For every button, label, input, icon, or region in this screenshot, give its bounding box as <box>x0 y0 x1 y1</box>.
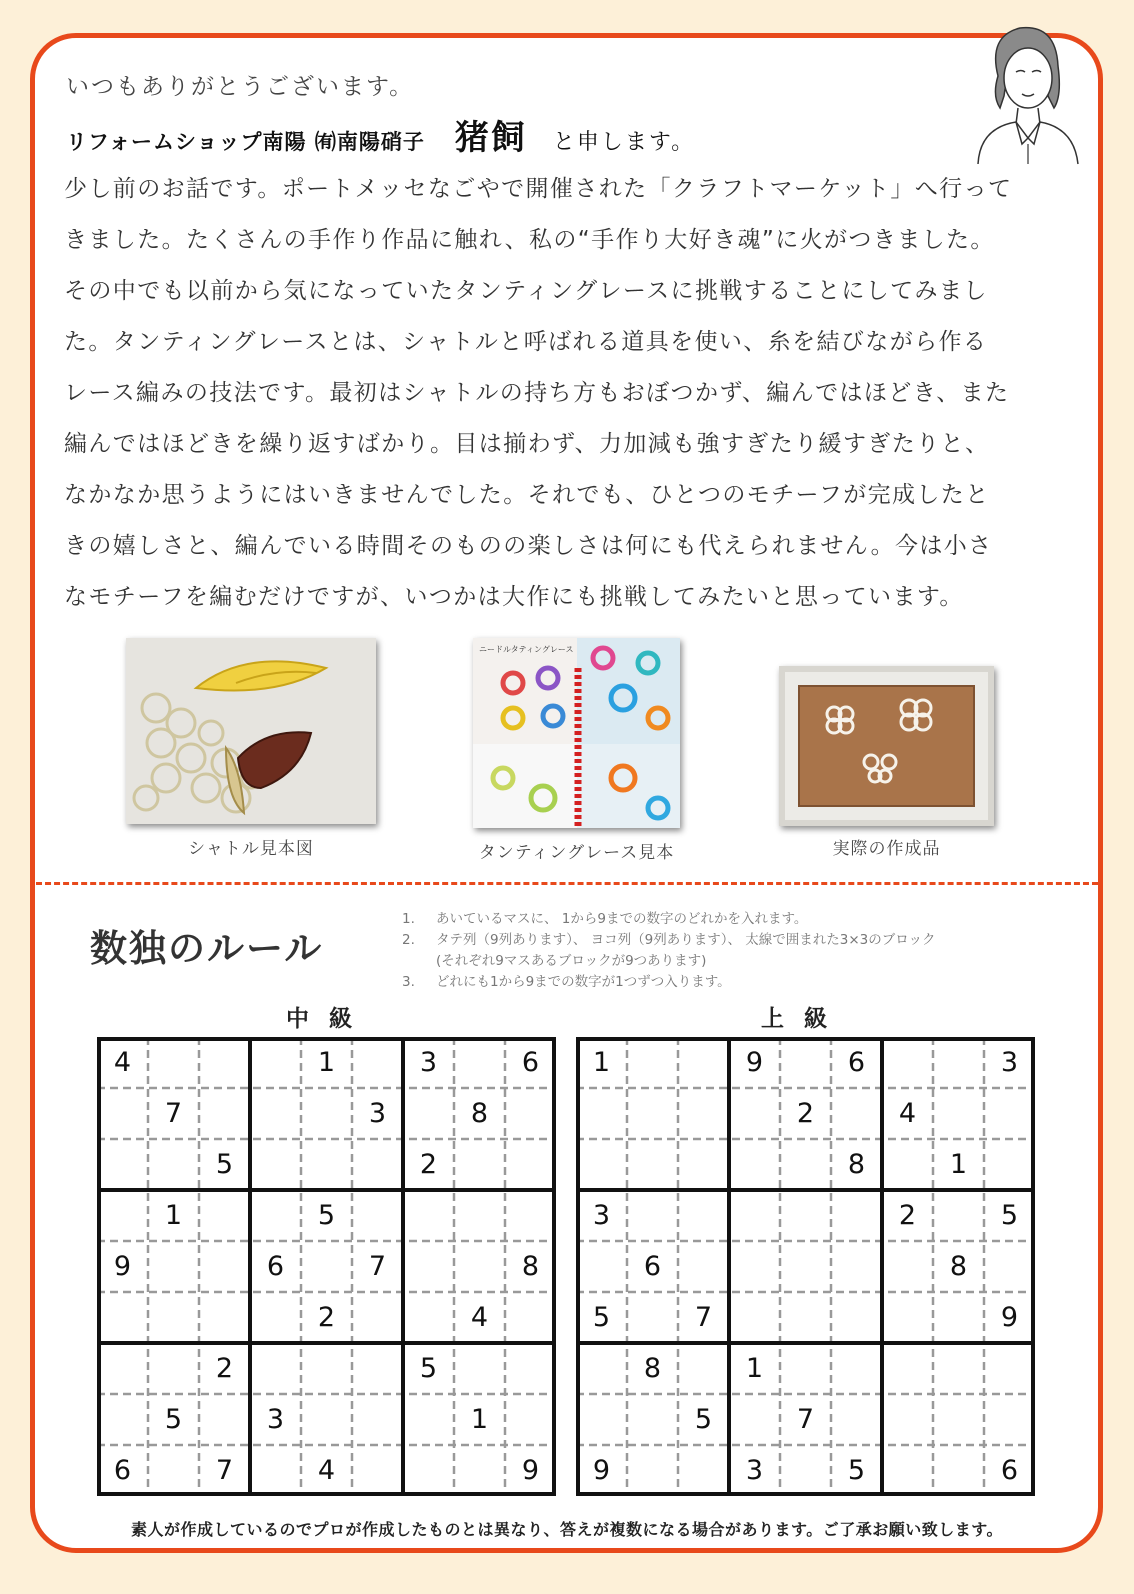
sudoku-empty-cell[interactable] <box>933 1037 984 1088</box>
sudoku-empty-cell[interactable] <box>97 1343 148 1394</box>
sudoku-empty-cell[interactable] <box>882 1343 933 1394</box>
sudoku-empty-cell[interactable] <box>627 1394 678 1445</box>
sudoku-empty-cell[interactable] <box>984 1241 1035 1292</box>
author-portrait-illustration <box>958 16 1094 166</box>
body-line: た。タンティングレースとは、シャトルと呼ばれる道具を使い、糸を結びながら作る <box>64 329 988 355</box>
sudoku-given-cell: 5 <box>1000 1200 1019 1231</box>
sudoku-empty-cell[interactable] <box>933 1292 984 1343</box>
sudoku-empty-cell[interactable] <box>984 1139 1035 1190</box>
sudoku-given-cell: 6 <box>1000 1455 1019 1486</box>
sudoku-empty-cell[interactable] <box>627 1088 678 1139</box>
sudoku-empty-cell[interactable] <box>250 1037 301 1088</box>
body-line: その中でも以前から気になっていたタンティングレースに挑戦することにしてみまし <box>64 278 988 304</box>
sudoku-empty-cell[interactable] <box>148 1037 199 1088</box>
sudoku-empty-cell[interactable] <box>729 1394 780 1445</box>
sudoku-empty-cell[interactable] <box>831 1190 882 1241</box>
sudoku-empty-cell[interactable] <box>505 1088 556 1139</box>
sudoku-empty-cell[interactable] <box>780 1139 831 1190</box>
rule-item: 2. タテ列（9列あります）、 ヨコ列（9列あります）、 太線で囲まれた3×3のブロック <box>402 932 936 948</box>
sudoku-empty-cell[interactable] <box>882 1445 933 1496</box>
sudoku-given-cell: 5 <box>847 1455 866 1486</box>
sudoku-given-cell: 1 <box>592 1047 611 1078</box>
sudoku-grid-medium <box>97 1037 556 1496</box>
greeting: いつもありがとうございます。 <box>66 74 415 100</box>
sudoku-empty-cell[interactable] <box>576 1343 627 1394</box>
sudoku-empty-cell[interactable] <box>729 1190 780 1241</box>
sudoku-empty-cell[interactable] <box>729 1241 780 1292</box>
sudoku-empty-cell[interactable] <box>984 1343 1035 1394</box>
sudoku-empty-cell[interactable] <box>729 1292 780 1343</box>
sudoku-empty-cell[interactable] <box>97 1292 148 1343</box>
sudoku-empty-cell[interactable] <box>933 1394 984 1445</box>
sudoku-empty-cell[interactable] <box>148 1139 199 1190</box>
sudoku-empty-cell[interactable] <box>250 1292 301 1343</box>
sudoku-given-cell: 9 <box>745 1047 764 1078</box>
sudoku-empty-cell[interactable] <box>301 1088 352 1139</box>
sudoku-empty-cell[interactable] <box>933 1088 984 1139</box>
sudoku-given-cell: 9 <box>592 1455 611 1486</box>
body-line: 編んではほどきを繰り返すばかり。目は揃わず、力加減も強すぎたり緩すぎたりと、 <box>64 431 990 457</box>
sudoku-given-cell: 3 <box>266 1404 285 1435</box>
sudoku-empty-cell[interactable] <box>831 1292 882 1343</box>
rules-title: 数独のルール <box>90 927 324 970</box>
sudoku-empty-cell[interactable] <box>831 1394 882 1445</box>
sudoku-empty-cell[interactable] <box>403 1394 454 1445</box>
sudoku-empty-cell[interactable] <box>301 1343 352 1394</box>
sudoku-given-cell: 7 <box>796 1404 815 1435</box>
sudoku-empty-cell[interactable] <box>831 1088 882 1139</box>
sudoku-empty-cell[interactable] <box>627 1139 678 1190</box>
sudoku-given-cell: 1 <box>164 1200 183 1231</box>
sudoku-given-cell: 5 <box>215 1149 234 1180</box>
body-line: きました。たくさんの手作り作品に触れ、私の“手作り大好き魂”に火がつきました。 <box>64 227 995 253</box>
sudoku-empty-cell[interactable] <box>454 1241 505 1292</box>
sudoku-empty-cell[interactable] <box>576 1394 627 1445</box>
sudoku-empty-cell[interactable] <box>301 1394 352 1445</box>
sudoku-empty-cell[interactable] <box>627 1292 678 1343</box>
sudoku-given-cell: 6 <box>847 1047 866 1078</box>
sudoku-empty-cell[interactable] <box>250 1190 301 1241</box>
body-line: レース編みの技法です。最初はシャトルの持ち方もおぼつかず、編んではほどき、また <box>64 380 1010 406</box>
sudoku-given-cell: 5 <box>317 1200 336 1231</box>
lace-sample-inner-label: ニードルタティングレース <box>479 645 574 654</box>
sudoku-empty-cell[interactable] <box>780 1343 831 1394</box>
sudoku-empty-cell[interactable] <box>678 1088 729 1139</box>
sudoku-given-cell: 4 <box>113 1047 132 1078</box>
sudoku-empty-cell[interactable] <box>505 1292 556 1343</box>
sudoku-empty-cell[interactable] <box>505 1190 556 1241</box>
sudoku-given-cell: 2 <box>215 1353 234 1384</box>
sudoku-given-cell: 4 <box>470 1302 489 1333</box>
sudoku-empty-cell[interactable] <box>403 1292 454 1343</box>
sudoku-empty-cell[interactable] <box>454 1037 505 1088</box>
sudoku-empty-cell[interactable] <box>250 1139 301 1190</box>
sudoku-given-cell: 2 <box>317 1302 336 1333</box>
author-name: 猪飼 <box>454 118 527 158</box>
sudoku-empty-cell[interactable] <box>352 1445 403 1496</box>
sudoku-empty-cell[interactable] <box>576 1241 627 1292</box>
sudoku-empty-cell[interactable] <box>678 1241 729 1292</box>
sudoku-empty-cell[interactable] <box>627 1190 678 1241</box>
shuttle-caption: シャトル見本図 <box>188 839 314 859</box>
sudoku-given-cell: 3 <box>1000 1047 1019 1078</box>
sudoku-empty-cell[interactable] <box>933 1343 984 1394</box>
sudoku-empty-cell[interactable] <box>97 1088 148 1139</box>
sudoku-empty-cell[interactable] <box>780 1037 831 1088</box>
lace-sample-photo <box>473 638 680 828</box>
sudoku-empty-cell[interactable] <box>678 1445 729 1496</box>
sudoku-empty-cell[interactable] <box>97 1190 148 1241</box>
sudoku-given-cell: 7 <box>368 1251 387 1282</box>
body-line: きの嬉しさと、編んでいる時間そのものの楽しさは何にも代えられません。今は小さ <box>64 533 993 559</box>
sudoku-empty-cell[interactable] <box>505 1139 556 1190</box>
sudoku-empty-cell[interactable] <box>199 1037 250 1088</box>
sudoku-empty-cell[interactable] <box>933 1445 984 1496</box>
hard-level-label: 上級 <box>761 1006 847 1032</box>
sudoku-given-cell: 8 <box>847 1149 866 1180</box>
sudoku-empty-cell[interactable] <box>576 1139 627 1190</box>
sudoku-empty-cell[interactable] <box>148 1445 199 1496</box>
sudoku-given-cell: 5 <box>164 1404 183 1435</box>
sudoku-empty-cell[interactable] <box>678 1139 729 1190</box>
sudoku-empty-cell[interactable] <box>678 1037 729 1088</box>
sudoku-given-cell: 7 <box>694 1302 713 1333</box>
sudoku-empty-cell[interactable] <box>454 1343 505 1394</box>
sudoku-empty-cell[interactable] <box>882 1037 933 1088</box>
rule-item: 1. あいているマスに、 1から9までの数字のどれかを入れます。 <box>402 911 808 927</box>
sudoku-given-cell: 8 <box>470 1098 489 1129</box>
sudoku-empty-cell[interactable] <box>403 1445 454 1496</box>
sudoku-empty-cell[interactable] <box>250 1088 301 1139</box>
section-divider <box>36 882 1098 885</box>
sudoku-given-cell: 5 <box>592 1302 611 1333</box>
sudoku-given-cell: 4 <box>898 1098 917 1129</box>
sudoku-empty-cell[interactable] <box>678 1343 729 1394</box>
sudoku-given-cell: 4 <box>317 1455 336 1486</box>
sudoku-given-cell: 3 <box>419 1047 438 1078</box>
sudoku-given-cell: 7 <box>164 1098 183 1129</box>
finished-work-photo <box>779 666 994 826</box>
sudoku-empty-cell[interactable] <box>780 1241 831 1292</box>
sudoku-empty-cell[interactable] <box>148 1241 199 1292</box>
sudoku-given-cell: 8 <box>949 1251 968 1282</box>
author-intro <box>66 110 695 159</box>
sudoku-empty-cell[interactable] <box>729 1088 780 1139</box>
sudoku-empty-cell[interactable] <box>882 1241 933 1292</box>
sudoku-empty-cell[interactable] <box>352 1292 403 1343</box>
sudoku-empty-cell[interactable] <box>780 1190 831 1241</box>
sudoku-given-cell: 2 <box>898 1200 917 1231</box>
sudoku-given-cell: 9 <box>113 1251 132 1282</box>
sudoku-empty-cell[interactable] <box>250 1343 301 1394</box>
sudoku-empty-cell[interactable] <box>627 1037 678 1088</box>
sudoku-empty-cell[interactable] <box>984 1394 1035 1445</box>
sudoku-empty-cell[interactable] <box>505 1394 556 1445</box>
sudoku-grid-hard <box>576 1037 1035 1496</box>
body-line: 少し前のお話です。ポートメッセなごやで開催された「クラフトマーケット」へ行って <box>64 176 1013 202</box>
lace-sample-caption: タンティングレース見本 <box>478 843 675 863</box>
sudoku-empty-cell[interactable] <box>454 1445 505 1496</box>
sudoku-given-cell: 1 <box>745 1353 764 1384</box>
rules-list <box>402 909 935 993</box>
sudoku-empty-cell[interactable] <box>352 1394 403 1445</box>
disclaimer-note: 素人が作成しているのでプロが作成したものとは異なり、答えが複数になる場合があります。ご了承お願い致します。 <box>131 1520 1003 1539</box>
sudoku-empty-cell[interactable] <box>301 1241 352 1292</box>
sudoku-given-cell: 1 <box>317 1047 336 1078</box>
sudoku-given-cell: 8 <box>521 1251 540 1282</box>
sudoku-empty-cell[interactable] <box>403 1190 454 1241</box>
shop-name: リフォームショップ南陽 ㈲南陽硝子 <box>66 130 425 154</box>
sudoku-empty-cell[interactable] <box>882 1292 933 1343</box>
body-line: なかなか思うようにはいきませんでした。それでも、ひとつのモチーフが完成したと <box>64 482 990 508</box>
finished-work-caption: 実際の作成品 <box>832 839 941 859</box>
sudoku-empty-cell[interactable] <box>831 1343 882 1394</box>
sudoku-empty-cell[interactable] <box>627 1445 678 1496</box>
sudoku-given-cell: 5 <box>694 1404 713 1435</box>
sudoku-given-cell: 2 <box>419 1149 438 1180</box>
sudoku-given-cell: 9 <box>521 1455 540 1486</box>
sudoku-given-cell: 3 <box>592 1200 611 1231</box>
sudoku-empty-cell[interactable] <box>780 1292 831 1343</box>
sudoku-given-cell: 3 <box>368 1098 387 1129</box>
sudoku-empty-cell[interactable] <box>199 1394 250 1445</box>
sudoku-empty-cell[interactable] <box>199 1292 250 1343</box>
sudoku-empty-cell[interactable] <box>148 1343 199 1394</box>
sudoku-empty-cell[interactable] <box>454 1139 505 1190</box>
sudoku-given-cell: 8 <box>643 1353 662 1384</box>
sudoku-empty-cell[interactable] <box>250 1445 301 1496</box>
sudoku-empty-cell[interactable] <box>352 1139 403 1190</box>
sudoku-empty-cell[interactable] <box>97 1394 148 1445</box>
sudoku-given-cell: 6 <box>521 1047 540 1078</box>
sudoku-given-cell: 7 <box>215 1455 234 1486</box>
sudoku-empty-cell[interactable] <box>831 1241 882 1292</box>
sudoku-empty-cell[interactable] <box>301 1139 352 1190</box>
sudoku-given-cell: 3 <box>745 1455 764 1486</box>
sudoku-given-cell: 6 <box>266 1251 285 1282</box>
sudoku-given-cell: 2 <box>796 1098 815 1129</box>
sudoku-empty-cell[interactable] <box>352 1190 403 1241</box>
rule-item: (それぞれ9マスあるブロックが9つあります) <box>436 953 707 969</box>
sudoku-empty-cell[interactable] <box>199 1088 250 1139</box>
sudoku-empty-cell[interactable] <box>576 1088 627 1139</box>
sudoku-empty-cell[interactable] <box>882 1394 933 1445</box>
body-line: なモチーフを編むだけですが、いつかは大作にも挑戦してみたいと思っています。 <box>64 584 964 610</box>
sudoku-empty-cell[interactable] <box>984 1088 1035 1139</box>
sudoku-given-cell: 6 <box>113 1455 132 1486</box>
rule-item: 3. どれにも1から9までの数字が1つずつ入ります。 <box>402 974 731 990</box>
sudoku-empty-cell[interactable] <box>729 1139 780 1190</box>
sudoku-empty-cell[interactable] <box>199 1241 250 1292</box>
sudoku-empty-cell[interactable] <box>352 1037 403 1088</box>
sudoku-empty-cell[interactable] <box>505 1343 556 1394</box>
sudoku-empty-cell[interactable] <box>933 1190 984 1241</box>
sudoku-given-cell: 6 <box>643 1251 662 1282</box>
sudoku-empty-cell[interactable] <box>403 1088 454 1139</box>
medium-level-label: 中級 <box>286 1006 372 1032</box>
sudoku-given-cell: 1 <box>470 1404 489 1435</box>
article-body <box>64 164 1094 623</box>
sudoku-empty-cell[interactable] <box>148 1292 199 1343</box>
sudoku-empty-cell[interactable] <box>352 1343 403 1394</box>
shuttle-photo <box>126 638 376 824</box>
sudoku-empty-cell[interactable] <box>403 1241 454 1292</box>
sudoku-empty-cell[interactable] <box>678 1190 729 1241</box>
sudoku-given-cell: 9 <box>1000 1302 1019 1333</box>
sudoku-empty-cell[interactable] <box>882 1139 933 1190</box>
sudoku-empty-cell[interactable] <box>780 1445 831 1496</box>
sudoku-empty-cell[interactable] <box>454 1190 505 1241</box>
intro-suffix: と申します。 <box>552 130 696 155</box>
sudoku-given-cell: 5 <box>419 1353 438 1384</box>
sudoku-empty-cell[interactable] <box>97 1139 148 1190</box>
sudoku-given-cell: 1 <box>949 1149 968 1180</box>
sudoku-empty-cell[interactable] <box>199 1190 250 1241</box>
